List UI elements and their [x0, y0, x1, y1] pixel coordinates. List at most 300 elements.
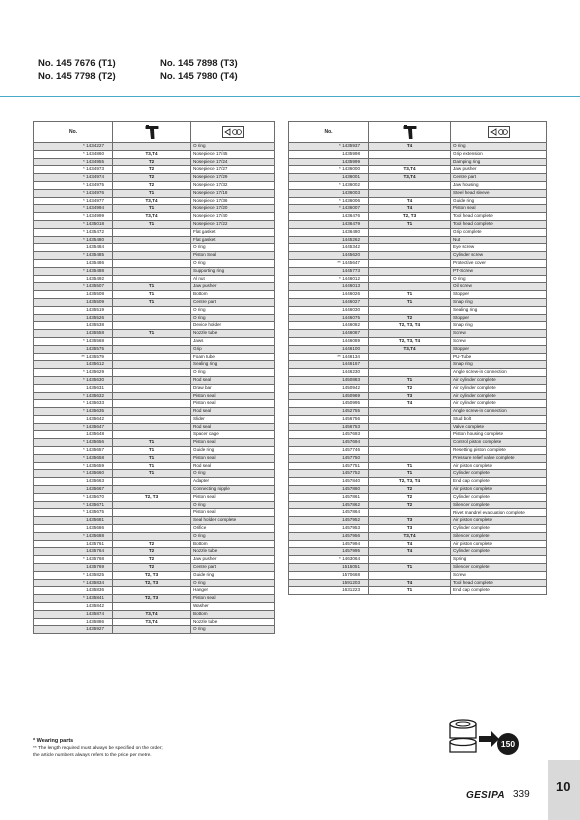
- part-description: Nosepiece 17/27: [191, 166, 275, 174]
- article-number: * 1434860: [34, 150, 113, 158]
- tool-type: T3,T4: [369, 532, 451, 540]
- table-row: [289, 532, 547, 540]
- table-row: [289, 205, 547, 213]
- table-row: [289, 439, 547, 447]
- part-description: Nosepiece 17/18: [191, 189, 275, 197]
- part-description: Rod seal: [191, 408, 275, 416]
- table-row: [34, 400, 275, 408]
- part-description: O ring: [451, 143, 547, 151]
- table-row: [289, 361, 547, 369]
- tool-type: T1: [113, 462, 191, 470]
- table-row: [34, 447, 275, 455]
- part-description: O ring: [191, 626, 275, 634]
- tool-type: [113, 517, 191, 525]
- part-description: O ring: [191, 369, 275, 377]
- part-description: Hanger: [191, 587, 275, 595]
- tool-type: [113, 415, 191, 423]
- part-description: Centre part: [191, 564, 275, 572]
- part-description: Snap ring: [451, 361, 547, 369]
- table-row: [289, 384, 547, 392]
- part-description: Piston seal: [191, 392, 275, 400]
- tool-type: [369, 415, 451, 423]
- tool-type: T4: [369, 540, 451, 548]
- tool-type: [369, 431, 451, 439]
- tool-type: T3,T4: [113, 610, 191, 618]
- part-description: Orifice: [191, 525, 275, 533]
- article-number: 1435642: [34, 415, 113, 423]
- article-number: * 1435841: [34, 595, 113, 603]
- table-row: [34, 166, 275, 174]
- article-number: * 1435488: [34, 267, 113, 275]
- table-row: [289, 486, 547, 494]
- tool-type: T2: [113, 174, 191, 182]
- column-header-part: [191, 122, 275, 143]
- article-number: 1457952: [289, 517, 369, 525]
- article-number: 1435486: [34, 259, 113, 267]
- wearing-parts-note: * Wearing parts: [33, 738, 74, 744]
- column-header-no: No.: [34, 122, 113, 143]
- tool-type: [113, 143, 191, 151]
- tool-type: [369, 330, 451, 338]
- table-row: [34, 618, 275, 626]
- tool-type: T3,T4: [113, 150, 191, 158]
- tool-type: T3,T4: [369, 166, 451, 174]
- model-number: No. 145 7898 (T3): [160, 58, 238, 69]
- table-row: [34, 330, 275, 338]
- article-number: 1456753: [289, 423, 369, 431]
- article-number: 1445773: [289, 267, 369, 275]
- article-number: 1435492: [34, 275, 113, 283]
- article-number: 1457840: [289, 478, 369, 486]
- table-row: [289, 556, 547, 564]
- part-description: PU-Tube: [451, 353, 547, 361]
- article-number: * 1463064: [289, 556, 369, 564]
- table-row: [34, 337, 275, 345]
- article-number: * 1435632: [34, 392, 113, 400]
- table-row: [34, 275, 275, 283]
- article-number: 1435526: [34, 314, 113, 322]
- table-row: [289, 447, 547, 455]
- column-header-tool: [369, 122, 451, 143]
- part-description: Centre part: [451, 174, 547, 182]
- table-row: [289, 571, 547, 579]
- table-row: [289, 423, 547, 431]
- tool-type: [113, 423, 191, 431]
- article-number: 1591203: [289, 579, 369, 587]
- article-number: 1435509: [34, 298, 113, 306]
- model-numbers-left: [38, 57, 116, 83]
- part-description: Jaw housing: [451, 181, 547, 189]
- article-number: 1457864: [289, 509, 369, 517]
- part-description: Grip extension: [451, 150, 547, 158]
- article-number: 1435508: [34, 291, 113, 299]
- tool-type: T4: [369, 400, 451, 408]
- table-row: [34, 236, 275, 244]
- article-number: 1435927: [34, 626, 113, 634]
- article-number: 1435874: [34, 610, 113, 618]
- tool-type: [113, 587, 191, 595]
- table-row: [289, 478, 547, 486]
- article-number: * 1435834: [34, 579, 113, 587]
- rivet-tool-icon: [403, 125, 417, 140]
- table-row: [289, 330, 547, 338]
- part-description: Piston seal: [191, 595, 275, 603]
- article-number: * 1435657: [34, 447, 113, 455]
- tool-type: [113, 267, 191, 275]
- table-row: [34, 174, 275, 182]
- article-number: * 1434976: [34, 189, 113, 197]
- tool-type: T1: [113, 439, 191, 447]
- article-number: * 1436002: [289, 181, 369, 189]
- table-row: [34, 486, 275, 494]
- table-row: [34, 361, 275, 369]
- article-number: 1457956: [289, 532, 369, 540]
- table-row: [289, 314, 547, 322]
- table-row: [34, 392, 275, 400]
- part-description: Flat gasket: [191, 228, 275, 236]
- table-row: [34, 517, 275, 525]
- table-row: [34, 143, 275, 151]
- table-row: [34, 556, 275, 564]
- part-description: Rod seal: [191, 423, 275, 431]
- tool-type: T2: [369, 501, 451, 509]
- table-row: [289, 509, 547, 517]
- part-description: End cap complete: [451, 478, 547, 486]
- part-description: Nozzle tube: [191, 548, 275, 556]
- tool-type: T2, T3, T4: [369, 337, 451, 345]
- part-description: Nosepiece 17/45: [191, 150, 275, 158]
- tool-type: T2: [113, 166, 191, 174]
- article-number: 1435575: [34, 345, 113, 353]
- tool-type: [113, 408, 191, 416]
- table-row: [34, 579, 275, 587]
- article-number: 1435686: [34, 525, 113, 533]
- part-description: Air piston complete: [451, 517, 547, 525]
- article-number: * 1435937: [289, 143, 369, 151]
- table-row: [34, 540, 275, 548]
- table-row: [289, 462, 547, 470]
- part-description: Grip complete: [451, 228, 547, 236]
- tool-type: [369, 150, 451, 158]
- part-description: Pressure relief valve complete: [451, 454, 547, 462]
- article-number: 1457746: [289, 447, 369, 455]
- tool-type: T2, T3: [113, 595, 191, 603]
- article-number: 1457995: [289, 548, 369, 556]
- table-row: [34, 314, 275, 322]
- part-description: Angle screw-in connection: [451, 408, 547, 416]
- tool-type: T1: [369, 376, 451, 384]
- table-row: [34, 252, 275, 260]
- table-row: [34, 603, 275, 611]
- part-description: Piston seal: [191, 400, 275, 408]
- article-number: 1457751: [289, 462, 369, 470]
- article-number: * 1434975: [34, 181, 113, 189]
- part-description: Screw: [451, 337, 547, 345]
- tool-type: [369, 408, 451, 416]
- part-description: Angle screw-in connection: [451, 369, 547, 377]
- table-row: [34, 205, 275, 213]
- table-row: [34, 548, 275, 556]
- part-description: Tool head complete: [451, 220, 547, 228]
- article-number: 1450942: [289, 384, 369, 392]
- table-row: [289, 353, 547, 361]
- tool-type: [369, 275, 451, 283]
- part-description: Screw: [451, 330, 547, 338]
- article-number: 1446230: [289, 369, 369, 377]
- part-description: Bottom: [191, 540, 275, 548]
- footnotes: [33, 738, 163, 759]
- article-number: 1436001: [289, 174, 369, 182]
- article-number: 1435519: [34, 306, 113, 314]
- table-row: [34, 470, 275, 478]
- tool-type: [113, 259, 191, 267]
- table-row: [289, 166, 547, 174]
- part-description: Nosepiece 17/22: [191, 220, 275, 228]
- article-number: * 1435660: [34, 470, 113, 478]
- tool-type: [369, 447, 451, 455]
- table-row: [289, 283, 547, 291]
- article-number: 1435761: [34, 540, 113, 548]
- part-description: O ring: [191, 579, 275, 587]
- column-header-tool: [113, 122, 191, 143]
- tool-type: [369, 556, 451, 564]
- tool-type: [369, 189, 451, 197]
- length-note: ** The length required must always be specified on the order;: [33, 746, 163, 751]
- rivet-tool-icon: [145, 125, 159, 140]
- tool-type: T4: [369, 197, 451, 205]
- article-number: 1457953: [289, 525, 369, 533]
- tool-type: T2: [369, 493, 451, 501]
- article-number: ** 1446134: [289, 353, 369, 361]
- table-row: [289, 579, 547, 587]
- table-row: [34, 525, 275, 533]
- table-row: [34, 189, 275, 197]
- article-number: 1435663: [34, 478, 113, 486]
- part-description: Stopper: [451, 314, 547, 322]
- tool-type: T4: [369, 205, 451, 213]
- tool-type: T2: [113, 556, 191, 564]
- table-row: [289, 454, 547, 462]
- chapter-number: 10: [556, 779, 571, 794]
- article-number: * 1434977: [34, 197, 113, 205]
- tool-type: [113, 603, 191, 611]
- table-row: [289, 181, 547, 189]
- article-number: 1457862: [289, 501, 369, 509]
- part-description: Air cylinder complete: [451, 376, 547, 384]
- part-description: O ring: [191, 244, 275, 252]
- tool-type: T2: [113, 540, 191, 548]
- table-row: [289, 345, 547, 353]
- table-row: [34, 626, 275, 634]
- article-number: 1446030: [289, 306, 369, 314]
- article-number: 1436480: [289, 228, 369, 236]
- tool-type: T3,T4: [113, 213, 191, 221]
- table-row: [289, 298, 547, 306]
- tool-type: T3: [369, 517, 451, 525]
- part-description: Spring: [451, 556, 547, 564]
- article-number: * 1435485: [34, 252, 113, 260]
- tool-type: T3: [369, 392, 451, 400]
- tool-type: [369, 306, 451, 314]
- article-number: * 1435675: [34, 509, 113, 517]
- kit-badge-label: 150: [500, 739, 516, 749]
- tool-type: T2: [113, 548, 191, 556]
- tool-type: [113, 228, 191, 236]
- article-number: 1452755: [289, 408, 369, 416]
- tool-type: [369, 259, 451, 267]
- article-number: 1457860: [289, 486, 369, 494]
- article-number: * 1435568: [34, 337, 113, 345]
- table-row: [34, 454, 275, 462]
- article-number: 1435631: [34, 384, 113, 392]
- page-header: [0, 0, 580, 97]
- tool-type: T1: [369, 220, 451, 228]
- table-row: [289, 525, 547, 533]
- tool-type: T2: [369, 384, 451, 392]
- article-number: 1435484: [34, 244, 113, 252]
- article-number: 1445620: [289, 252, 369, 260]
- tool-type: T2, T3: [369, 213, 451, 221]
- article-number: * 1434999: [34, 213, 113, 221]
- article-number: * 1435768: [34, 556, 113, 564]
- parts-kit-icon: [446, 718, 522, 760]
- tool-type: [113, 244, 191, 252]
- tool-type: [113, 322, 191, 330]
- part-description: Seal holder complete: [191, 517, 275, 525]
- table-row: [34, 267, 275, 275]
- article-number: 1457752: [289, 470, 369, 478]
- tool-type: T1: [113, 291, 191, 299]
- part-description: Jaws: [191, 337, 275, 345]
- tool-type: [113, 345, 191, 353]
- part-description: Guide ring: [451, 197, 547, 205]
- tool-type: T1: [113, 330, 191, 338]
- article-number: * 1435647: [34, 423, 113, 431]
- table-row: [34, 376, 275, 384]
- part-description: Control piston complete: [451, 439, 547, 447]
- article-number: 1435764: [34, 548, 113, 556]
- part-description: Silencer complete: [451, 501, 547, 509]
- part-description: Slider: [191, 415, 275, 423]
- part-description: Piston seal: [191, 439, 275, 447]
- part-description: Damping ring: [451, 158, 547, 166]
- part-description: Grip: [191, 345, 275, 353]
- tool-type: [113, 478, 191, 486]
- table-row: [34, 291, 275, 299]
- article-number: * 1434994: [34, 205, 113, 213]
- column-header-no: No.: [289, 122, 369, 143]
- article-number: * 1435671: [34, 501, 113, 509]
- article-number: 1436479: [289, 220, 369, 228]
- article-number: 1446087: [289, 330, 369, 338]
- article-number: 1435842: [34, 603, 113, 611]
- table-row: [289, 548, 547, 556]
- tool-type: T1: [369, 587, 451, 595]
- table-row: [289, 197, 547, 205]
- part-description: Cylinder complete: [451, 548, 547, 556]
- table-row: [289, 501, 547, 509]
- table-row: [34, 181, 275, 189]
- model-number: No. 145 7676 (T1): [38, 58, 116, 69]
- table-row: [289, 392, 547, 400]
- table-row: [34, 532, 275, 540]
- tool-type: [113, 501, 191, 509]
- tool-type: [369, 353, 451, 361]
- table-row: [34, 197, 275, 205]
- part-description: Screw: [451, 571, 547, 579]
- tool-type: [113, 532, 191, 540]
- part-description: Piston seal: [191, 454, 275, 462]
- tool-type: [369, 181, 451, 189]
- tool-type: T1: [113, 298, 191, 306]
- table-row: [289, 369, 547, 377]
- article-number: 1456756: [289, 415, 369, 423]
- table-row: [34, 439, 275, 447]
- article-number: * 1435635: [34, 408, 113, 416]
- article-number: 1435769: [34, 564, 113, 572]
- table-row: [34, 595, 275, 603]
- table-row: [289, 267, 547, 275]
- tool-type: [369, 228, 451, 236]
- article-number: 1446013: [289, 283, 369, 291]
- article-number: 1445342: [289, 244, 369, 252]
- table-row: [289, 306, 547, 314]
- article-number: 1435836: [34, 587, 113, 595]
- part-description: Centre part: [191, 298, 275, 306]
- article-number: 1450883: [289, 376, 369, 384]
- tool-type: [369, 267, 451, 275]
- article-number: ** 1435579: [34, 353, 113, 361]
- part-description: End cap complete: [451, 587, 547, 595]
- article-number: 1435681: [34, 517, 113, 525]
- table-row: [289, 150, 547, 158]
- part-description: Supporting ring: [191, 267, 275, 275]
- table-row: [289, 400, 547, 408]
- tool-type: T4: [369, 143, 451, 151]
- table-row: [289, 220, 547, 228]
- table-row: [34, 345, 275, 353]
- table-row: [34, 478, 275, 486]
- table-row: [289, 174, 547, 182]
- article-number: 1435558: [34, 330, 113, 338]
- table-row: [34, 322, 275, 330]
- part-description: Nosepiece 17/20: [191, 205, 275, 213]
- part-description: Cylinder complete: [451, 493, 547, 501]
- article-number: 1435667: [34, 486, 113, 494]
- article-number: 1446026: [289, 291, 369, 299]
- table-row: [34, 610, 275, 618]
- table-row: [34, 509, 275, 517]
- article-number: 1570668: [289, 571, 369, 579]
- part-description: Piston housing complete: [451, 431, 547, 439]
- tool-type: T2: [113, 181, 191, 189]
- article-number: * 1434955: [34, 158, 113, 166]
- table-row: [289, 415, 547, 423]
- tool-type: T3,T4: [369, 345, 451, 353]
- tool-type: [113, 509, 191, 517]
- parts-table-right: [288, 121, 547, 595]
- table-row: [34, 587, 275, 595]
- table-row: [289, 322, 547, 330]
- part-description: Stud bolt: [451, 415, 547, 423]
- table-row: [34, 408, 275, 416]
- part-description: Piston seal: [191, 493, 275, 501]
- tool-type: T1: [113, 205, 191, 213]
- part-description: Stopper: [451, 345, 547, 353]
- article-number: 1435999: [289, 158, 369, 166]
- tool-type: [113, 369, 191, 377]
- tool-type: [369, 439, 451, 447]
